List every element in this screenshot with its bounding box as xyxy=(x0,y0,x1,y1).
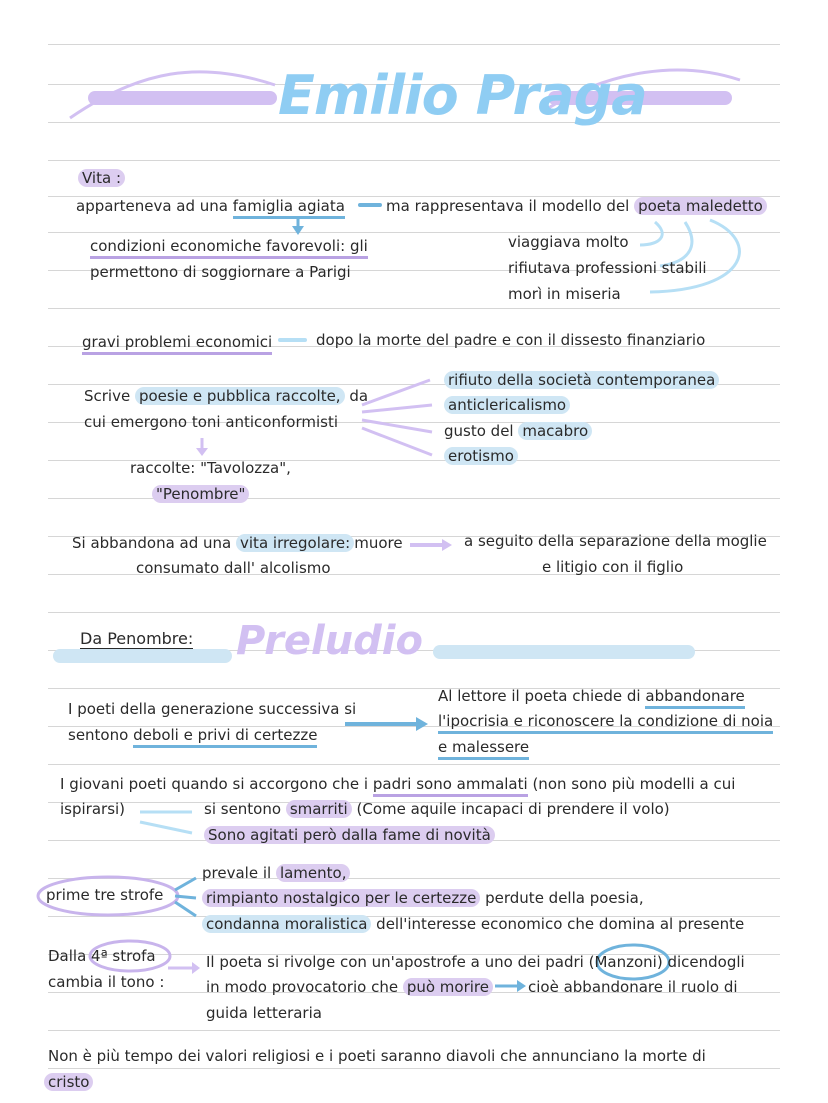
scrive-line2: cui emergono toni anticonformisti xyxy=(84,413,338,431)
lettore-line2: l'ipocrisia e riconoscere la condizione di noia xyxy=(438,711,773,731)
vita-label: Vita : xyxy=(78,168,125,188)
consumato-text: consumato dall' alcolismo xyxy=(136,559,331,577)
anticlericalismo-text: anticlericalismo xyxy=(444,395,570,415)
rifiuto-text: rifiuto della società contemporanea xyxy=(444,370,719,390)
rifiutava-text: rifiutava professioni stabili xyxy=(508,259,707,277)
da-penombre: Da Penombre: xyxy=(80,629,194,648)
seguito-text: a seguito della separazione della moglie xyxy=(464,532,767,550)
poeti-line1: I poeti della generazione successiva si xyxy=(68,700,357,718)
lettore-line3: e malessere xyxy=(438,737,529,757)
rimpianto-line: rimpianto nostalgico per le certezze perdute della poesia, xyxy=(202,888,644,908)
viaggiava-text: viaggiava molto xyxy=(508,233,629,251)
nonpiu-line1: Non è più tempo dei valori religiosi e i poeti saranno diavoli che annunciano la morte di xyxy=(48,1047,706,1065)
line-maledetto: ma rappresentava il modello del poeta maledetto xyxy=(386,196,767,216)
line-famiglia: apparteneva ad una famiglia agiata xyxy=(76,196,345,216)
dalla-line1: Dalla 4ª strofa xyxy=(48,947,156,965)
page-title: Emilio Praga xyxy=(278,64,647,127)
dalla-line2: cambia il tono : xyxy=(48,973,165,991)
raccolte-line1: raccolte: "Tavolozza", xyxy=(130,459,291,477)
poeta-line3: guida letteraria xyxy=(206,1004,322,1022)
erotismo-text: erotismo xyxy=(444,446,518,466)
prime-strofe: prime tre strofe xyxy=(46,886,164,904)
poeta-line1: Il poeta si rivolge con un'apostrofe a uno dei padri (Manzoni) dicendogli xyxy=(206,953,745,971)
gravi-text: gravi problemi economici xyxy=(82,332,272,352)
lettore-line1: Al lettore il poeta chiede di abbandonare xyxy=(438,686,745,706)
mori-text: morì in miseria xyxy=(508,285,621,303)
giovani-line1: I giovani poeti quando si accorgono che i padri sono ammalati (non sono più modelli a cui xyxy=(60,774,735,794)
agitati-line: Sono agitati però dalla fame di novità xyxy=(204,825,495,845)
poeta-line2: in modo provocatorio che può morire xyxy=(206,977,493,997)
prevale-line: prevale il lamento, xyxy=(202,863,350,883)
gusto-text: gusto del macabro xyxy=(444,421,592,441)
dopo-text: dopo la morte del padre e con il dissesto finanziario xyxy=(316,331,706,349)
poeti-line2: sentono deboli e privi di certezze xyxy=(68,725,317,745)
abbandona-line: Si abbandona ad una vita irregolare: muore xyxy=(72,534,403,552)
nonpiu-line2: cristo xyxy=(44,1072,93,1092)
condanna-line: condanna moralistica dell'interesse economico che domina al presente xyxy=(202,914,744,934)
condizioni-line1: condizioni economiche favorevoli: gli xyxy=(90,236,368,256)
scrive-line1: Scrive poesie e pubblica raccolte, da xyxy=(84,387,369,405)
giovani-line2: ispirarsi) xyxy=(60,800,126,818)
raccolte-line2: "Penombre" xyxy=(152,484,249,504)
poeta-line2-rest: cioè abbandonare il ruolo di xyxy=(528,978,738,996)
litigio-text: e litigio con il figlio xyxy=(542,558,684,576)
preludio-title: Preludio xyxy=(236,618,423,664)
smarriti-line: si sentono smarriti (Come aquile incapaci di prendere il volo) xyxy=(204,800,670,818)
condizioni-line2: permettono di soggiornare a Parigi xyxy=(90,263,351,281)
